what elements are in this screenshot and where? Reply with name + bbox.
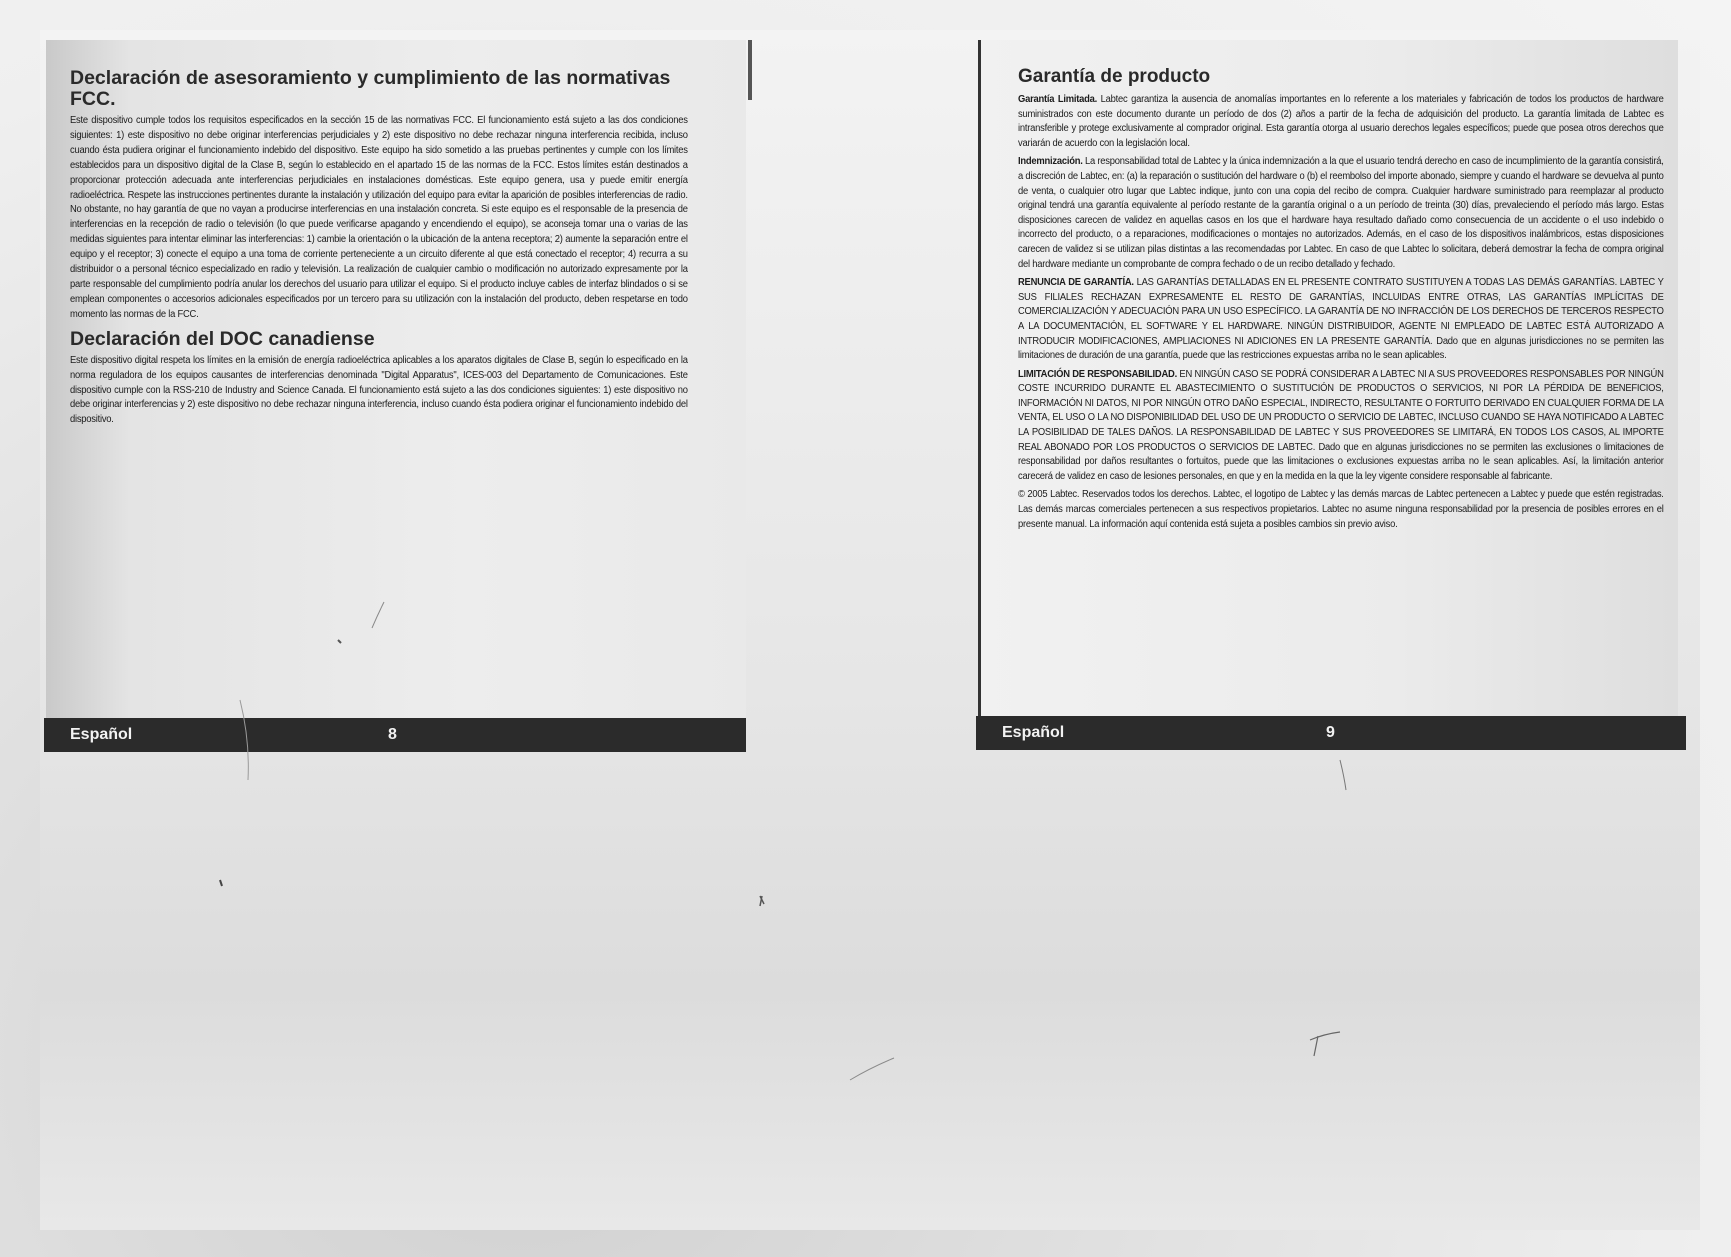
scan-mark: [240, 700, 248, 780]
paragraph-lead: Indemnización.: [1018, 156, 1083, 168]
doc-heading: Declaración del DOC canadiense: [70, 327, 375, 350]
paragraph-lead: Garantía Limitada.: [1018, 94, 1098, 105]
paragraph-lead: RENUNCIA DE GARANTÍA.: [1018, 277, 1134, 289]
doc-body: Este dispositivo digital respeta los límites en la emisión de energía radioeléctrica aplicables a los aparatos digitales de Clase B, según lo especificado en la norma reguladora de los equipos causantes de interferencias denominada "Digital Apparatus", ICES-003 del Departamento de Comunicaciones. Este dispositivo cumple con la RSS-210 de Industry and Science Canada. El funcionamiento está sujeto a las dos condiciones siguientes: 1) este dispositivo no debe originar interferencias y 2) este dispositivo no debe rechazar ninguna interferencia, incluso cuando ésta podiera originar el funcionamiento indebido del dispositivo.: [70, 354, 688, 426]
scan-mark: [220, 880, 222, 886]
scan-mark: [338, 640, 341, 643]
fcc-heading: Declaración de asesoramiento y cumplimiento de las normativas FCC.: [70, 67, 671, 110]
warranty-heading: Garantía de producto: [1018, 66, 1211, 87]
scan-mark: [850, 1058, 894, 1080]
scan-mark: [760, 896, 764, 906]
footer-page-number: 9: [1326, 724, 1335, 741]
fcc-body: Este dispositivo cumple todos los requisitos especificados en la sección 15 de las normativas FCC. El funcionamiento está sujeto a las dos condiciones siguientes: 1) este dispositivo no debe originar interferencias perjudiciales y 2) este dispositivo no debe rechazar ninguna interferencia recibida, incluso cuando ésta pudiera originar el funcionamiento indebido del dispositivo. Este equipo ha sido sometido a las pruebas pertinentes y cumple con los límites establecidos para un dispositivo digital de la Clase B, según lo establecido en el apartado 15 de las normas de la FCC. Estos límites están destinados a proporcionar protección adecuada ante interferencias perjudiciales en instalaciones domésticas. Este equipo genera, usa y puede emitir energía radioeléctrica. Respete las instrucciones pertinentes durante la instalación y utilización del equipo para evitar la aparición de posibles interferencias de radio. No obstante, no hay garantía de que no vayan a producirse interferencias en una instalación concreta. Si este equipo es el responsable de la presencia de interferencias en la recepción de radio o televisión (lo que puede verificarse apagando y encendiendo el equipo), se aconseja tomar una o varias de las medidas siguientes para intentar eliminar las interferencias: 1) cambie la orientación o la ubicación de la antena receptora; 2) aumente la separación entre el equipo y el receptor; 3) conecte el equipo a una toma de corriente perteneciente a un circuito diferente al que está conectado el receptor; 4) recurra a su distribuidor o a personal técnico especializado en radio y televisión. La realización de cualquier cambio o modificación no autorizado expresamente por la parte responsable del cumplimiento podría anular los derechos del usuario para utilizar el equipo. Si el producto incluye cables de interfaz blindados o si se emplean componentes o accesorios adicionales especificados por un tercero para su utilización con la instalación del producto, deben respetarse en todo momento las normas de la FCC.: [70, 115, 688, 320]
paragraph-text: EN NINGÚN CASO SE PODRÁ CONSIDERAR A LABTEC NI A SUS PROVEEDORES RESPONSABLES POR NINGÚN COSTE INCURRIDO DURANTE EL ABASTECIMIENTO O SUSTITUCIÓN DE PRODUCTOS O SERVICIOS, NI POR LA PÉRDIDA DE BENEFICIOS, INFORMACIÓN NI DATOS, NI POR NINGÚN OTRO DAÑO ESPECIAL, INDIRECTO, RESULTANTE O FORTUITO DERIVADO EN CUALQUIER FORMA DE LA VENTA, EL USO O LA NO DISPONIBILIDAD DEL USO DE UN PRODUCTO O SERVICIO DE LABTEC, INCLUSO CUANDO SE HAYA NOTIFICADO A LABTEC LA POSIBILIDAD DE TALES DAÑOS. LA RESPONSABILIDAD DE LABTEC Y SUS PROVEEDORES SE LIMITARÁ, EN TODOS LOS CASOS, AL IMPORTE REAL ABONADO POR LOS PRODUCTOS O SERVICIOS DE LABTEC. Dado que en algunas jurisdicciones no se permiten las exclusiones o limitaciones de responsabilidad por daños resultantes o fortuitos, puede que las limitaciones o exclusiones expuestas arriba no le sean aplicables. Así, la limitación anterior carecerá de validez en caso de lesiones personales, en que y en la medida en la que la ley vigente considere responsable al fabricante.: [1018, 368, 1664, 482]
paragraph-text: © 2005 Labtec. Reservados todos los derechos. Labtec, el logotipo de Labtec y las demás marcas de Labtec pertenecen a Labtec y puede que estén registradas. Las demás marcas comerciales pertenecen a sus respectivos propietarios. Labtec no asume ninguna responsabilidad por la presencia de posibles errores en el presente manual. La información aquí contenida está sujeta a posibles cambios sin previo aviso.: [1018, 489, 1664, 530]
footer-page-number: 8: [388, 726, 397, 743]
scan-mark: [372, 602, 384, 628]
footer-language: Español: [1002, 724, 1065, 741]
scan-mark: [1310, 1032, 1340, 1056]
footer-language: Español: [70, 726, 133, 743]
paragraph-text: Labtec garantiza la ausencia de anomalías importantes en lo referente a los materiales y fabricación de todos los productos de hardware suministrados con este documento durante un período de dos (2) años a partir de la fecha de adquisición del producto. La garantía limitada de Labtec es intransferible y protege exclusivamente al comprador original. Esta garantía otorga al usuario derechos legales específicos; puede que posea otros derechos que variarán de acuerdo con la legislación local.: [1018, 94, 1664, 149]
paragraph-text: LAS GARANTÍAS DETALLADAS EN EL PRESENTE CONTRATO SUSTITUYEN A TODAS LAS DEMÁS GARANTÍAS. LABTEC Y SUS FILIALES RECHAZAN EXPRESAMENTE EL RESTO DE GARANTÍAS, INCLUIDAS ENTRE OTRAS, LAS GARANTÍAS IMPLÍCITAS DE COMERCIALIZACIÓN Y ADECUACIÓN PARA UN USO ESPECÍFICO. LA GARANTÍA DE NO INFRACCIÓN DE LOS DERECHOS DE TERCEROS RESPECTO A LA DOCUMENTACIÓN, EL SOFTWARE Y EL HARDWARE. NINGÚN DISTRIBUIDOR, AGENTE NI EMPLEADO DE LABTEC ESTÁ AUTORIZADO A INTRODUCIR MODIFICACIONES, AMPLIACIONES NI ADICIONES EN LA PRESENTE GARANTÍA. Dado que en algunas jurisdicciones no se permiten las limitaciones de duración de una garantía, puede que las restricciones expuestas arriba no le sean aplicables.: [1018, 277, 1664, 362]
scan-mark: [1340, 760, 1346, 790]
paragraph-text: La responsabilidad total de Labtec y la única indemnización a la que el usuario tendrá derecho en caso de incumplimiento de la garantía consistirá, a discreción de Labtec, en: (a) la reparación o sustitución del hardware o (b) el reembolso del importe abonado, siempre y cuando el hardware se devuelva al punto de venta, o cualquier otro lugar que Labtec indique, junto con una copia del recibo de compra. Cualquier hardware suministrado para reemplazar al producto original tendrá una garantía equivalente al período restante de la garantía original o a un período de treinta (30) días, prevaleciendo el período más largo. Estas disposiciones carecen de validez en aquellas casos en los que el hardware haya resultado dañado como consecuencia de un accidente o el uso indebido o incorrecto del producto, o a reparaciones, modificaciones o montajes no autorizados. Además, en el caso de los dispositivos inalámbricos, estas disposiciones carecen de validez si se utilizan pilas distintas a las recomendadas por Labtec. En caso de que Labtec lo solicitara, deberá demostrar la fecha de compra original del hardware mediante un comprobante de compra fechado o de un recibo detallado y fechado.: [1018, 156, 1664, 270]
paragraph-lead: LIMITACIÓN DE RESPONSABILIDAD.: [1018, 368, 1177, 380]
